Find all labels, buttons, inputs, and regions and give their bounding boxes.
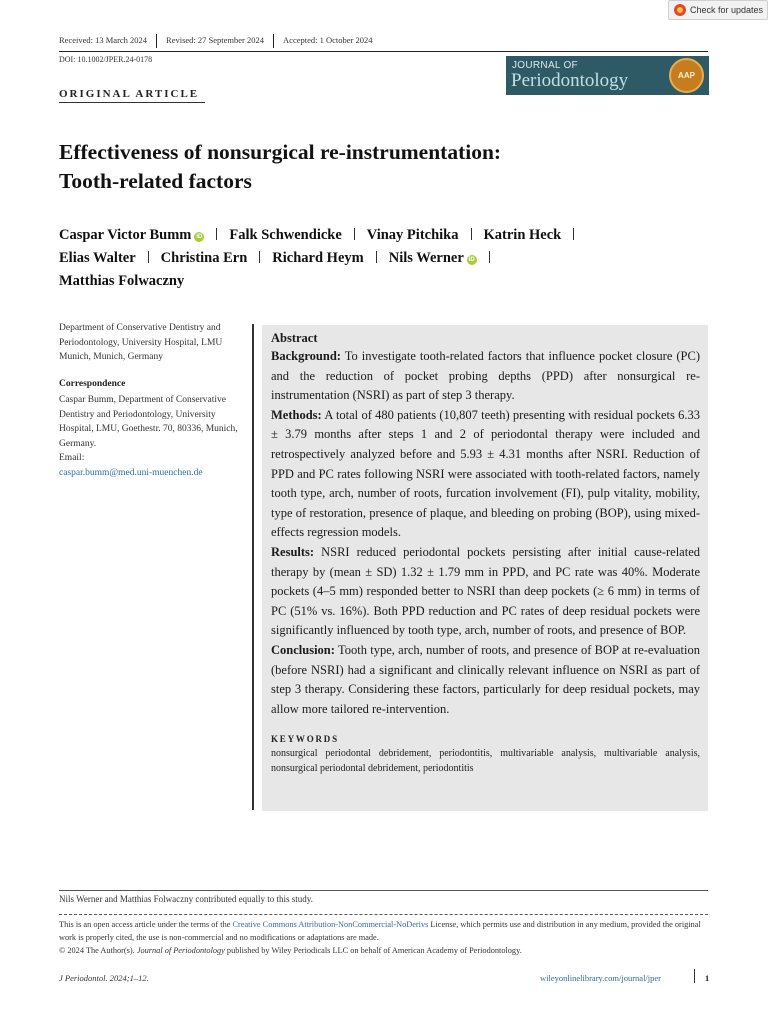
footer-divider	[694, 969, 695, 983]
abstract-conclusion: Conclusion: Tooth type, arch, number of roots, and presence of BOP at re-evaluation (before NSRI) had a significant and clinically relevant influence on NSRI as part of step 3 therapy. Considering these factors, particularly for deep residual pockets, may allow more tailored re-intervention.	[271, 642, 700, 716]
check-for-updates-label: Check for updates	[690, 5, 764, 15]
received-date: Received: 13 March 2024	[59, 35, 148, 45]
author[interactable]: Katrin Heck	[484, 224, 575, 247]
footnote-rule	[59, 890, 708, 891]
correspondence-text: Caspar Bumm, Department of Conservative Dentistry and Periodontology, University Hospital, LMU, Goethestr. 70, 80336, Munich, Germany.	[59, 395, 238, 449]
abstract-results: Results: NSRI reduced periodontal pockets persisting after initial cause-related therapy by (mean ± SD) 1.32 ± 1.79 mm in PPD, and PC rate was 40%. Moderate pockets (4–5 mm) responded better to NSRI than deep pockets (≥ 6 mm) in terms of PC (51% vs. 16%). Both PPD reduction and PC rates of deep residual pockets were significantly influenced by tooth type, arch, number of roots, and presence of BOP.	[271, 544, 700, 638]
abstract-methods: Methods: A total of 480 patients (10,807 teeth) presenting with residual pockets 6.33 ± 3.79 months after steps 1 and 2 of periodontal therapy were included and retrospectively analyzed before and 5.93 ± 4.31 months after NSRI. Reduction of PPD and PC rates following NSRI were associated with tooth-related factors, namely tooth type, arch, number of roots, furcation involvement (FI), pulp vitality, mobility, type of restoration, presence of plaque, and bleeding on probing (BOP), using mixed-effects regression models.	[271, 407, 701, 540]
orcid-icon[interactable]: iD	[196, 234, 203, 240]
author[interactable]: Caspar Victor Bumm iD	[59, 224, 217, 247]
header-rule	[59, 51, 708, 52]
article-type: ORIGINAL ARTICLE	[59, 88, 200, 100]
correspondence-heading: Correspondence	[59, 379, 126, 389]
title-line-2: Tooth-related factors	[59, 169, 252, 193]
correspondence	[59, 393, 244, 480]
accepted-date: Accepted: 1 October 2024	[273, 34, 381, 48]
author[interactable]: Elias Walter	[59, 247, 149, 270]
email-label: Email:	[59, 453, 85, 463]
author[interactable]: Nils Werner iD	[389, 247, 490, 270]
journal-logo-small-text: JOURNAL OF	[512, 60, 578, 71]
email-link[interactable]: caspar.bumm@med.uni-muenchen.de	[59, 467, 203, 478]
license-rule	[59, 914, 708, 915]
article-dates	[59, 34, 382, 48]
aap-seal-icon	[669, 58, 704, 93]
crossmark-icon	[674, 4, 686, 16]
orcid-icon[interactable]: iD	[468, 257, 475, 263]
author[interactable]: Christina Ern	[161, 247, 261, 270]
keywords-heading: KEYWORDS	[271, 734, 339, 745]
author[interactable]: Vinay Pitchika	[367, 224, 472, 247]
author[interactable]: Falk Schwendicke	[229, 224, 354, 247]
author-list	[59, 224, 709, 293]
author[interactable]: Richard Heym	[272, 247, 376, 270]
journal-logo-title: Periodontology	[511, 70, 629, 91]
journal-logo	[506, 56, 709, 95]
license-text: This is an open access article under the terms of the Creative Commons Attribution-NonCommercial-NoDerivs License, which permits use and distribution in any medium, provided the original work is properly cited, the use is non-commercial and no modifications or adaptations are made. © 2024 The Author(s). Journal of Periodontology published by Wiley Periodicals LLC on behalf of American Academy of Periodontology.	[59, 920, 701, 955]
abstract-box	[262, 325, 708, 811]
cc-license-link[interactable]: Creative Commons Attribution-NonCommercial-NoDerivs	[232, 920, 429, 929]
citation: J Periodontol. 2024;1–12.	[59, 973, 149, 983]
page-number: 1	[705, 973, 710, 983]
article-type-rule	[59, 102, 205, 103]
revised-date: Revised: 27 September 2024	[156, 34, 273, 48]
title-line-1: Effectiveness of nonsurgical re-instrumentation:	[59, 140, 502, 164]
affiliation: Department of Conservative Dentistry and Periodontology, University Hospital, LMU Munich, Munich, Germany	[59, 323, 223, 362]
check-for-updates-button[interactable]	[668, 0, 768, 20]
author[interactable]: Matthias Folwaczny	[59, 273, 185, 289]
journal-url-link[interactable]: wileyonlinelibrary.com/journal/jper	[540, 973, 662, 983]
column-divider	[252, 324, 254, 810]
keywords: nonsurgical periodontal debridement, periodontitis, multivariable analysis, multivariable analysis, nonsurgical periodontal debridement, periodontitis	[271, 748, 700, 775]
contribution-note: Nils Werner and Matthias Folwaczny contributed equally to this study.	[59, 894, 313, 904]
abstract-heading: Abstract	[271, 331, 318, 345]
abstract-background: Background: To investigate tooth-related factors that influence pocket closure (PC) and the reduction of pocket probing depths (PPD) after nonsurgical re-instrumentation (NSRI) as part of step 3 therapy.	[271, 349, 701, 403]
article-title	[59, 138, 699, 196]
doi: DOI: 10.1002/JPER.24-0178	[59, 55, 153, 64]
